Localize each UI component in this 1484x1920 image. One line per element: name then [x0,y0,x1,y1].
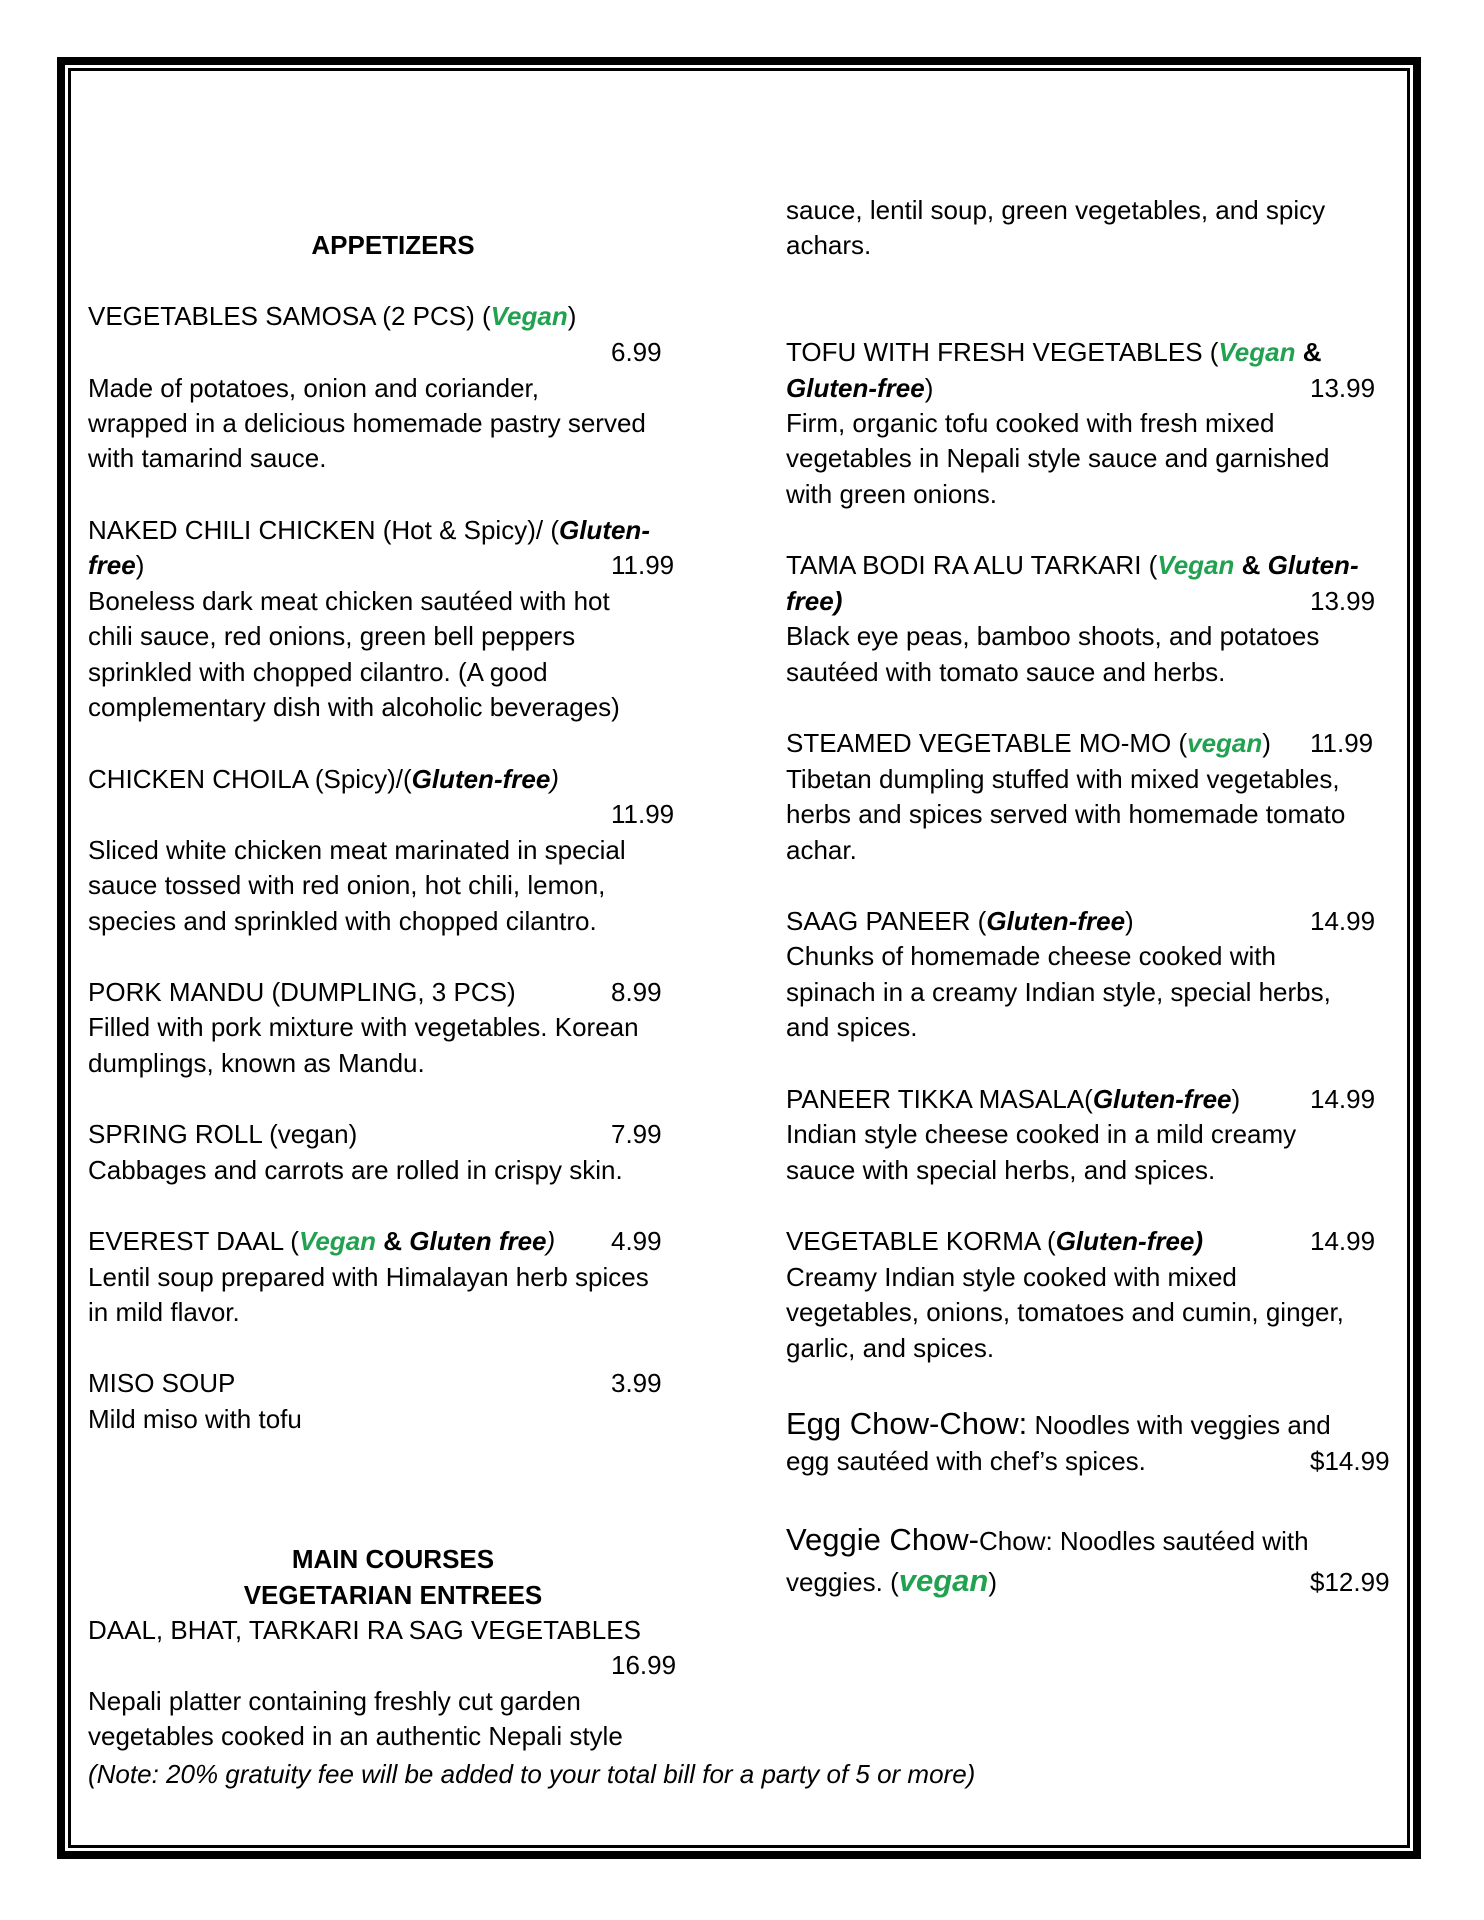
tofu-title: TOFU WITH FRESH VEGETABLES (Vegan & [786,337,1322,367]
platter-price: 16.99 [611,1650,677,1680]
choila-desc-3: species and sprinkled with chopped cilantro. [88,906,597,936]
saag-desc-3: and spices. [786,1012,918,1042]
spring-price: 7.99 [611,1119,662,1149]
eggchow-title: Egg Chow-Chow: Noodles with veggies and [786,1406,1331,1441]
korma-title: VEGETABLE KORMA (Gluten-free) [786,1226,1204,1256]
tama-price: 13.99 [1310,586,1376,616]
tikka-price: 14.99 [1310,1084,1376,1114]
momo-price: 11.99 [1310,728,1374,758]
saag-desc-2: spinach in a creamy Indian style, special herbs, [786,977,1331,1007]
vegetarian-entrees-heading: VEGETARIAN ENTREES [243,1580,543,1610]
mandu-desc-1: Filled with pork mixture with vegetables. Korean [88,1012,639,1042]
tikka-desc-2: sauce with special herbs, and spices. [786,1155,1216,1185]
platter-title: DAAL, BHAT, TARKARI RA SAG VEGETABLES [88,1615,641,1645]
naked-desc-2: chili sauce, red onions, green bell peppers [88,621,576,651]
vegchow-title: Veggie Chow-Chow: Noodles sautéed with [786,1522,1309,1557]
tofu-title-2: Gluten-free) [786,373,934,403]
momo-title: STEAMED VEGETABLE MO-MO (vegan) [786,728,1271,758]
naked-desc-1: Boneless dark meat chicken sautéed with hot [88,586,610,616]
saag-desc-1: Chunks of homemade cheese cooked with [786,941,1276,971]
eggchow-price: $14.99 [1310,1446,1390,1476]
saag-price: 14.99 [1310,906,1376,936]
spring-title: SPRING ROLL (vegan) [88,1119,358,1149]
samosa-title: VEGETABLES SAMOSA (2 PCS) (Vegan) [88,301,577,331]
naked-title: NAKED CHILI CHICKEN (Hot & Spicy)/ (Gluten- [88,515,650,545]
korma-desc-2: vegetables, onions, tomatoes and cumin, ginger, [786,1297,1344,1327]
momo-desc-2: herbs and spices served with homemade tomato [786,799,1346,829]
momo-desc-1: Tibetan dumpling stuffed with mixed vegetables, [786,764,1340,794]
daal-desc-2: in mild flavor. [88,1297,240,1327]
daal-price: 4.99 [611,1226,662,1256]
daal-title: EVEREST DAAL (Vegan & Gluten free) [88,1226,556,1256]
tama-title-2: free) [786,586,843,616]
vegchow-desc: veggies. (vegan) [786,1563,998,1598]
korma-price: 14.99 [1310,1226,1376,1256]
mandu-price: 8.99 [611,977,662,1007]
miso-title: MISO SOUP [88,1368,236,1398]
miso-desc: Mild miso with tofu [88,1404,302,1434]
miso-price: 3.99 [611,1368,662,1398]
mandu-desc-2: dumplings, known as Mandu. [88,1048,425,1078]
choila-desc-1: Sliced white chicken meat marinated in special [88,835,626,865]
tikka-title: PANEER TIKKA MASALA(Gluten-free) [786,1084,1241,1114]
daal-desc-1: Lentil soup prepared with Himalayan herb spices [88,1262,649,1292]
samosa-desc-3: with tamarind sauce. [88,443,327,473]
gratuity-note: (Note: 20% gratuity fee will be added to your total bill for a party of 5 or more) [88,1759,976,1789]
tofu-desc-1: Firm, organic tofu cooked with fresh mixed [786,408,1275,438]
samosa-desc-2: wrapped in a delicious homemade pastry served [88,408,646,438]
main-courses-heading: MAIN COURSES [291,1544,495,1574]
momo-desc-3: achar. [786,835,857,865]
naked-price: 11.99 [611,550,675,580]
tikka-desc-1: Indian style cheese cooked in a mild creamy [786,1119,1297,1149]
tama-desc-1: Black eye peas, bamboo shoots, and potatoes [786,621,1320,651]
korma-desc-3: garlic, and spices. [786,1333,995,1363]
saag-title: SAAG PANEER (Gluten-free) [786,906,1134,936]
naked-desc-4: complementary dish with alcoholic beverages) [88,692,620,722]
tama-desc-2: sautéed with tomato sauce and herbs. [786,657,1226,687]
tofu-desc-2: vegetables in Nepali style sauce and garnished [786,443,1330,473]
platter-desc-3: sauce, lentil soup, green vegetables, and spicy [786,195,1326,225]
platter-desc-1: Nepali platter containing freshly cut garden [88,1686,581,1716]
appetizers-heading: APPETIZERS [311,230,475,260]
choila-title: CHICKEN CHOILA (Spicy)/(Gluten-free) [88,764,559,794]
tama-title: TAMA BODI RA ALU TARKARI (Vegan & Gluten- [786,550,1359,580]
eggchow-desc: egg sautéed with chef’s spices. [786,1446,1146,1476]
samosa-price: 6.99 [611,337,662,367]
choila-desc-2: sauce tossed with red onion, hot chili, lemon, [88,870,606,900]
vegchow-price: $12.99 [1310,1567,1390,1597]
mandu-title: PORK MANDU (DUMPLING, 3 PCS) [88,977,516,1007]
choila-price: 11.99 [611,799,675,829]
platter-desc-4: achars. [786,230,872,260]
tofu-desc-3: with green onions. [786,479,998,509]
samosa-desc-1: Made of potatoes, onion and coriander, [88,373,539,403]
naked-title-2: free) [88,550,145,580]
platter-desc-2: vegetables cooked in an authentic Nepali style [88,1721,623,1751]
naked-desc-3: sprinkled with chopped cilantro. (A good [88,657,548,687]
korma-desc-1: Creamy Indian style cooked with mixed [786,1262,1237,1292]
tofu-price: 13.99 [1310,373,1376,403]
spring-desc: Cabbages and carrots are rolled in crispy skin. [88,1155,623,1185]
